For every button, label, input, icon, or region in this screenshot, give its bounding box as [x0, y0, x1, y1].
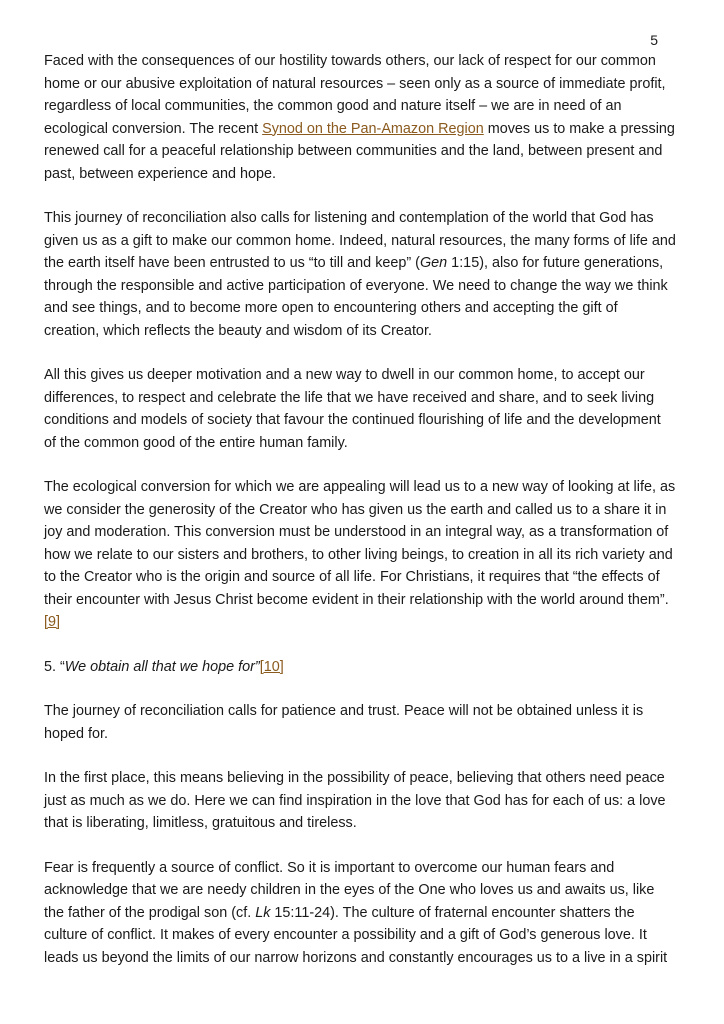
footnote-link-10[interactable]: [10]: [259, 658, 284, 675]
paragraph-ecological-conversion: [44, 50, 676, 185]
paragraph-text: moves us to make a pressing renewed call for a peaceful relationship between communities and the land, between present and past, between experience and hope.: [44, 120, 675, 182]
footnote-link-9[interactable]: [9]: [44, 614, 60, 630]
paragraph-text: Fear is frequently a source of conflict. So it is important to overcome our human fears and acknowledge that we are needy children in the eyes of the One who loves us and awaits us, like the father of the prodigal son (cf.: [44, 859, 655, 921]
paragraph-possibility-of-peace: In the first place, this means believing in the possibility of peace, believing that others need peace just as much as we do. Here we can find inspiration in the love that God has for each of us: a love that is liberating, limitless, gratuitous and tireless.: [44, 770, 666, 831]
page-number: 5: [650, 32, 658, 48]
paragraph-motivation: All this gives us deeper motivation and a new way to dwell in our common home, to accept our differences, to respect and celebrate the life that we have received and share, and to seek living conditions and models of society that favour the continued flourishing of life and the development of the common good of the entire human family.: [44, 367, 661, 451]
document-body: [44, 50, 676, 991]
scripture-book: Lk: [255, 904, 271, 921]
scripture-book: Gen: [419, 255, 448, 271]
paragraph-text: The ecological conversion for which we are appealing will lead us to a new way of looking at life, as we consider the generosity of the Creator who has given us the earth and called us to a share it in joy and moderation. This conversion must be understood in an integral way, as a transformation of how we relate to our sisters and brothers, to other living beings, to creation in all its rich variety and to the Creator who is the origin and source of all life. For Christians, it requires that “the effects of their encounter with Jesus Christ become evident in their relationship with the world around them”.: [44, 479, 676, 608]
paragraph-new-way-of-life: [44, 476, 676, 634]
paragraph-text: Faced with the consequences of our hostility towards others, our lack of respect for our common home or our abusive exploitation of natural resources – seen only as a source of immediate profit, regardless of local communities, the common good and nature itself – we are in need of an ecological conversion. The recent: [44, 53, 666, 137]
paragraph-patience: The journey of reconciliation calls for patience and trust. Peace will not be obtained unless it is hoped for.: [44, 703, 644, 742]
paragraph-text: 15:11-24). The culture of fraternal encounter shatters the culture of conflict. It makes of every encounter a possibility and a gift of God’s generous love. It leads us beyond the limits of our narrow horizons and constantly encourages us to a live in a spirit: [44, 904, 668, 966]
section-number: 5. “: [44, 658, 65, 675]
paragraph-fear: [44, 857, 676, 970]
paragraph-text: 1:15), also for future generations, through the responsible and active participation of everyone. We need to change the way we think and see things, and to become more open to encountering others and accepting the gift of creation, which reflects the beauty and wisdom of its Creator.: [44, 255, 668, 339]
section-heading: [44, 656, 676, 679]
section-title: We obtain all that we hope for”: [64, 658, 260, 675]
paragraph-text: This journey of reconciliation also calls for listening and contemplation of the world that God has given us as a gift to make our common home. Indeed, natural resources, the many forms of life and the earth itself have been entrusted to us “to till and keep” (: [44, 210, 676, 271]
synod-link[interactable]: Synod on the Pan-Amazon Region: [262, 120, 484, 137]
paragraph-reconciliation: [44, 207, 676, 342]
